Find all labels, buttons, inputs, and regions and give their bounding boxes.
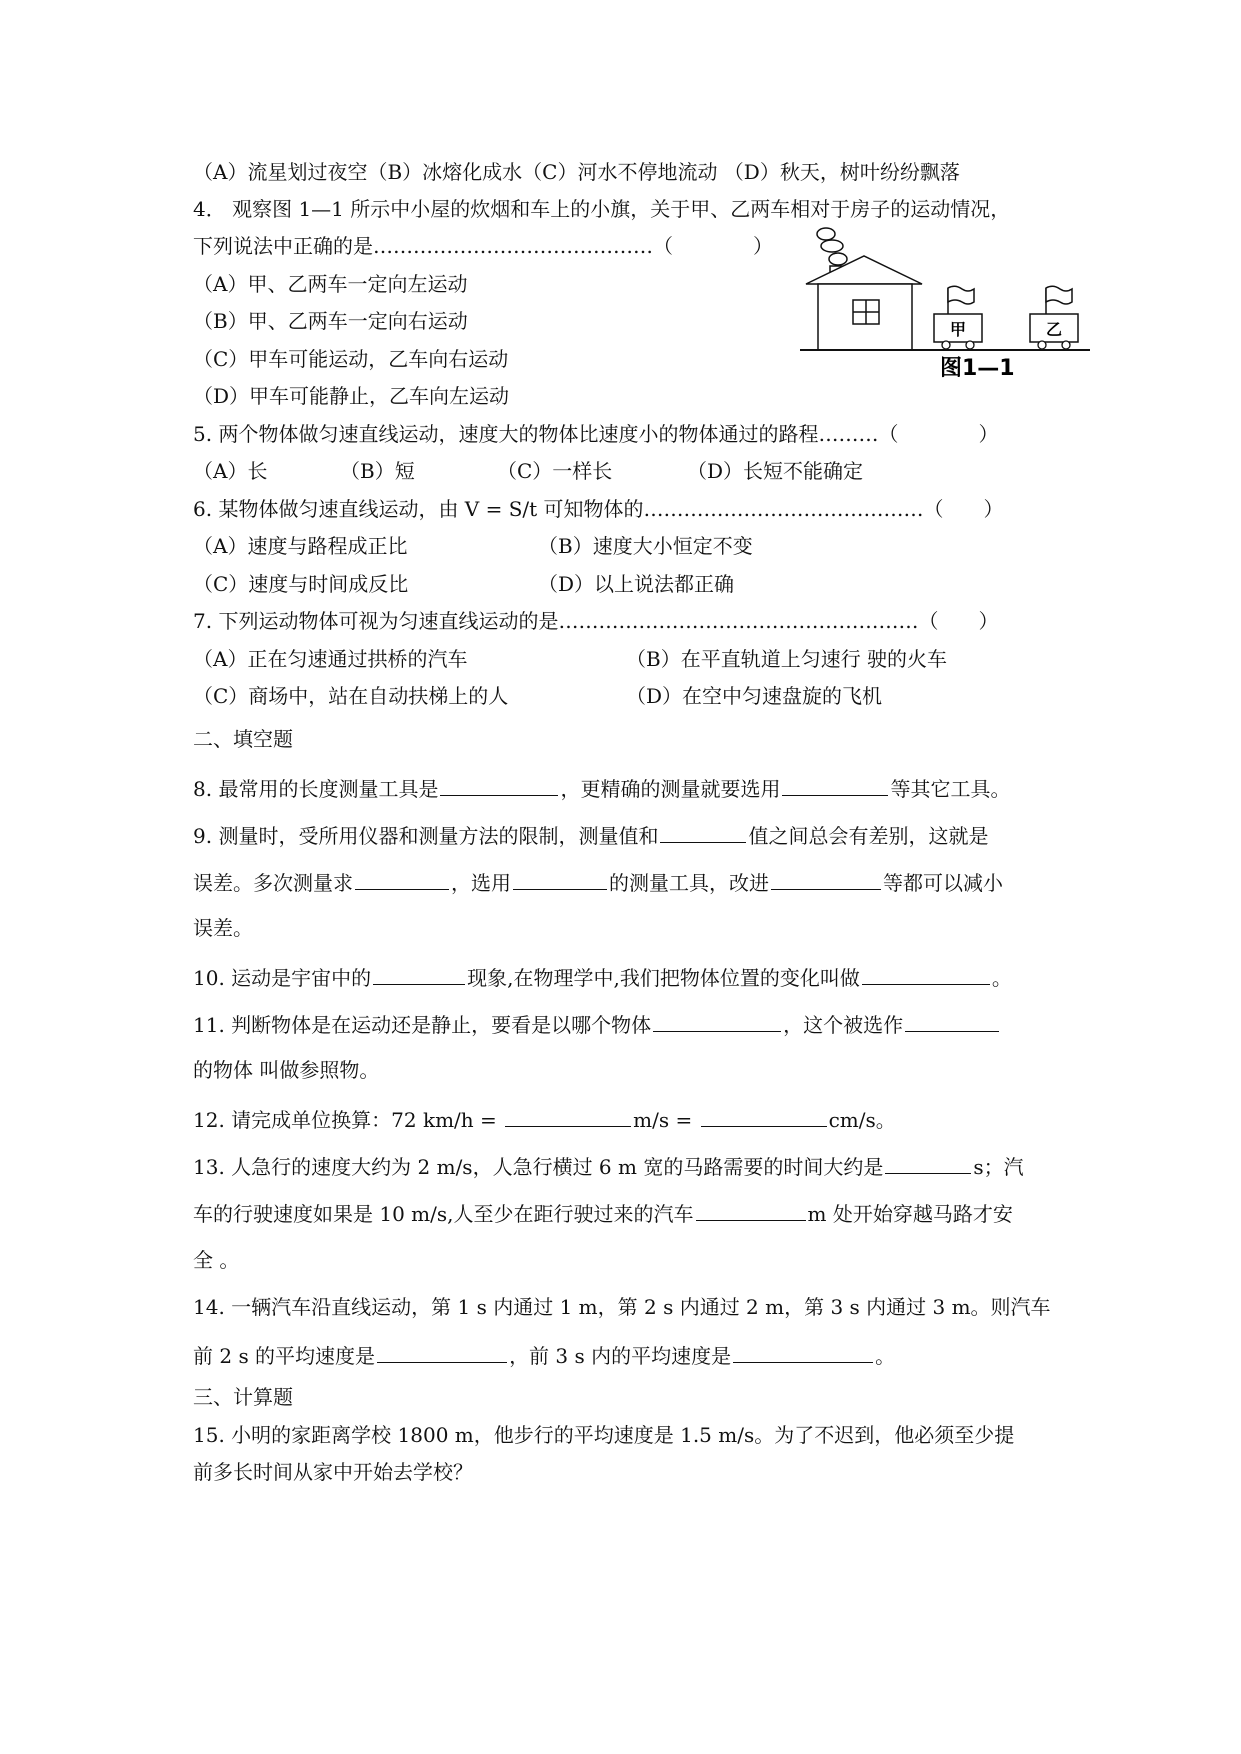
q14-text: 前 2 s 的平均速度是 <box>193 1344 376 1368</box>
q9-text: 9. 测量时，受所用仪器和测量方法的限制，测量值和 <box>193 824 659 848</box>
section-fill-in-heading: 二、填空题 <box>193 727 293 751</box>
q9-text: 值之间总会有差别，这就是 <box>748 824 989 848</box>
q5-option-c: （C）一样长 <box>497 459 613 483</box>
q4-option-d: （D）甲车可能静止，乙车向左运动 <box>193 384 510 408</box>
answer-blank[interactable] <box>905 1011 999 1032</box>
q13-text: 车的行驶速度如果是 10 m/s,人至少在距行驶过来的汽车 <box>193 1202 694 1226</box>
answer-blank[interactable] <box>885 1153 971 1174</box>
q13-line3: 全 。 <box>193 1248 240 1272</box>
flag-icon <box>1046 286 1072 304</box>
q8 <box>193 775 1010 801</box>
q12 <box>193 1106 896 1132</box>
q7-option-d: （D）在空中匀速盘旋的飞机 <box>626 684 883 708</box>
q4-option-c: （C）甲车可能运动，乙车向右运动 <box>193 347 509 371</box>
q15-line2: 前多长时间从家中开始去学校？ <box>193 1460 473 1484</box>
q6-option-b: （B）速度大小恒定不变 <box>538 534 753 558</box>
q12-text: cm/s。 <box>828 1108 896 1132</box>
answer-blank[interactable] <box>701 1106 827 1127</box>
answer-blank[interactable] <box>660 822 746 843</box>
q8-text: ，更精确的测量就要选用 <box>560 777 781 801</box>
q15-line1: 15. 小明的家距离学校 1800 m，他步行的平均速度是 1.5 m/s。为了不迟到，他必须至少提 <box>193 1423 1015 1447</box>
q4-stem-line1: 4． 观察图 1—1 所示中小屋的炊烟和车上的小旗，关于甲、乙两车相对于房子的运动情况， <box>193 197 1011 221</box>
q6-option-d: （D）以上说法都正确 <box>538 572 735 596</box>
q13-line1 <box>193 1153 1024 1179</box>
q11-line2: 的物体 叫做参照物。 <box>193 1058 380 1082</box>
answer-blank[interactable] <box>733 1342 873 1363</box>
cart-yi <box>1030 286 1078 349</box>
answer-blank[interactable] <box>513 869 607 890</box>
q10-text: 。 <box>991 966 1012 990</box>
q14-text: ，前 3 s 内的平均速度是 <box>509 1344 732 1368</box>
q4-stem-line2: 下列说法中正确的是……………………………………（ ） <box>193 234 773 258</box>
q4-option-a: （A）甲、乙两车一定向左运动 <box>193 272 468 296</box>
q10-text: 10. 运动是宇宙中的 <box>193 966 372 990</box>
answer-blank[interactable] <box>440 775 558 796</box>
q6-option-c: （C）速度与时间成反比 <box>193 572 409 596</box>
q7-stem: 7. 下列运动物体可视为匀速直线运动的是………………………………………………（ ） <box>193 609 999 633</box>
q12-text: 12. 请完成单位换算：72 km/h = <box>193 1108 504 1132</box>
q9-text: 的测量工具，改进 <box>609 871 769 895</box>
answer-blank[interactable] <box>355 869 449 890</box>
figure-caption: 图1—1 <box>940 356 1015 381</box>
cart-label-jia: 甲 <box>949 320 967 339</box>
q12-text: m/s = <box>633 1108 699 1132</box>
q8-text: 8. 最常用的长度测量工具是 <box>193 777 439 801</box>
q5-option-a: （A）长 <box>193 459 268 483</box>
q6-option-a: （A）速度与路程成正比 <box>193 534 408 558</box>
house-roof <box>806 256 922 284</box>
answer-blank[interactable] <box>377 1342 507 1363</box>
q9-line1 <box>193 822 988 848</box>
answer-blank[interactable] <box>782 775 888 796</box>
q11-text: ，这个被选作 <box>783 1013 904 1037</box>
section-calculation-heading: 三、计算题 <box>193 1385 293 1409</box>
q3-options: （A）流星划过夜空（B）冰熔化成水（C）河水不停地流动 （D）秋天，树叶纷纷飘落 <box>193 160 960 184</box>
q5-stem: 5. 两个物体做匀速直线运动，速度大的物体比速度小的物体通过的路程………（ ） <box>193 422 999 446</box>
q10 <box>193 964 1012 990</box>
smoke-puff <box>821 240 843 252</box>
q13-line2 <box>193 1200 1013 1226</box>
q14-text: 。 <box>875 1344 896 1368</box>
q9-text: ，选用 <box>451 871 511 895</box>
answer-blank[interactable] <box>653 1011 781 1032</box>
cart-label-yi: 乙 <box>1045 320 1063 339</box>
q14-line1: 14. 一辆汽车沿直线运动，第 1 s 内通过 1 m，第 2 s 内通过 2 m，第 3 s 内通过 3 m。则汽车 <box>193 1295 1051 1319</box>
flag-icon <box>948 286 974 304</box>
q13-text: m 处开始穿越马路才安 <box>807 1202 1013 1226</box>
q6-stem: 6. 某物体做匀速直线运动，由 V = S/t 可知物体的……………………………………（ ） <box>193 497 1004 521</box>
q8-text: 等其它工具。 <box>890 777 1011 801</box>
q7-option-a: （A）正在匀速通过拱桥的汽车 <box>193 647 468 671</box>
q9-text: 等都可以减小 <box>883 871 1003 895</box>
answer-blank[interactable] <box>505 1106 631 1127</box>
q9-text: 误差。多次测量求 <box>193 871 353 895</box>
answer-blank[interactable] <box>771 869 881 890</box>
smoke-puff <box>817 228 835 240</box>
q5-option-d: （D）长短不能确定 <box>687 459 864 483</box>
q14-line2 <box>193 1342 895 1368</box>
figure-house-and-carts <box>800 222 1100 382</box>
answer-blank[interactable] <box>696 1200 806 1221</box>
q10-text: 现象,在物理学中,我们把物体位置的变化叫做 <box>467 966 860 990</box>
q7-option-c: （C）商场中，站在自动扶梯上的人 <box>193 684 509 708</box>
q13-text: 13. 人急行的速度大约为 2 m/s，人急行横过 6 m 宽的马路需要的时间大约是 <box>193 1155 884 1179</box>
q9-line3: 误差。 <box>193 916 253 940</box>
q7-option-b: （B）在平直轨道上匀速行 驶的火车 <box>626 647 948 671</box>
cart-jia <box>934 286 982 349</box>
q11-text: 11. 判断物体是在运动还是静止，要看是以哪个物体 <box>193 1013 652 1037</box>
q11-line1 <box>193 1011 1001 1037</box>
q9-line2 <box>193 869 1003 895</box>
smoke-puff <box>829 253 847 265</box>
q13-text: s；汽 <box>973 1155 1024 1179</box>
answer-blank[interactable] <box>373 964 465 985</box>
answer-blank[interactable] <box>862 964 990 985</box>
q5-option-b: （B）短 <box>340 459 415 483</box>
q4-option-b: （B）甲、乙两车一定向右运动 <box>193 309 468 333</box>
